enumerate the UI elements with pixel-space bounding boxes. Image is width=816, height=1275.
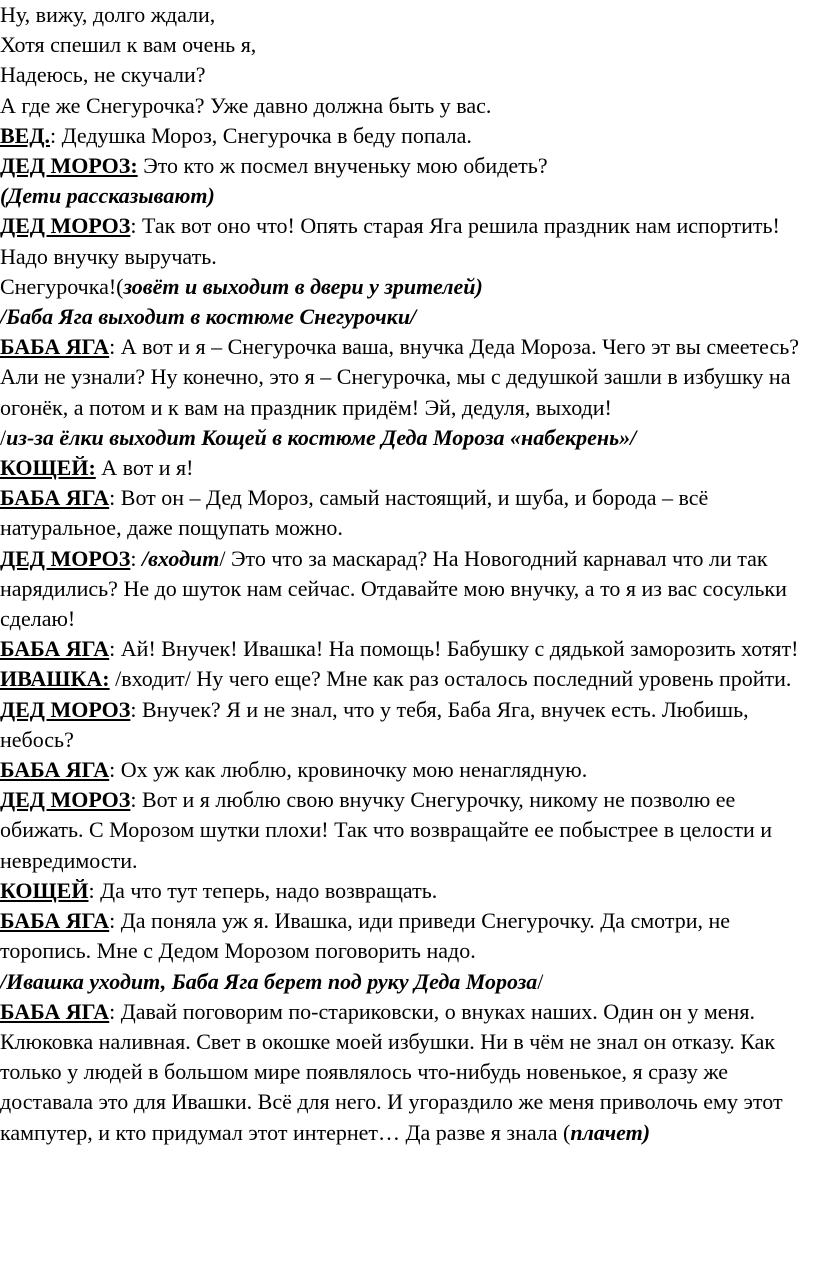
speaker-name: ДЕД МОРОЗ <box>0 545 131 571</box>
stage-direction-text: плачет) <box>570 1119 651 1145</box>
speech-text: : Внучек? Я и не знал, что у тебя, Баба Яга, внучек есть. Любишь, небось? <box>0 696 749 752</box>
speaker-name: ДЕД МОРОЗ <box>0 213 131 239</box>
speaker-name: ДЕД МОРОЗ: <box>0 153 138 179</box>
dialogue-line <box>0 272 806 302</box>
speech-text: А вот и я! <box>95 455 194 481</box>
speaker-name: КОЩЕЙ: <box>0 455 96 481</box>
dialogue-line <box>0 785 806 876</box>
speech-text: : Вот он – Дед Мороз, самый настоящий, и шуба, и борода – всё натуральное, даже пощупать можно. <box>0 485 709 541</box>
speech-text: : Да поняла уж я. Ивашка, иди приведи Снегурочку. Да смотри, не торопись. Мне с Дедом Морозом поговорить надо. <box>0 908 731 964</box>
stage-direction <box>0 967 806 997</box>
verse-line: А где же Снегурочка? Уже давно должна быть у вас. <box>0 92 492 118</box>
stage-direction <box>0 302 806 332</box>
speech-text: Снегурочка!( <box>0 273 124 299</box>
speaker-name: ВЕД. <box>0 122 50 148</box>
dialogue-line <box>0 997 806 1148</box>
stage-direction-text: (Дети рассказывают) <box>0 183 215 209</box>
speaker-name: БАБА ЯГА <box>0 757 110 783</box>
speaker-name: ИВАШКА: <box>0 666 110 692</box>
speech-text: : Давай поговорим по-стариковски, о внуках наших. Один он у меня. Клюковка наливная. Свет в окошке моей избушки. Ни в чём не знал он отказу. Как только у людей в большом мире появлялось что-нибудь новенькое, я сразу же доставала это для Ивашки. Всё для него. И угораздило же меня приволочь ему этот кампутер, и кто придумал этот интернет… Да разве я знала ( <box>0 998 783 1145</box>
stage-direction <box>0 181 806 211</box>
speech-text: /входит/ Ну чего еще? Мне как раз осталось последний уровень пройти. <box>109 666 792 692</box>
speech-text: : Ох уж как люблю, кровиночку мою ненаглядную. <box>109 757 588 783</box>
dialogue-line <box>0 151 806 181</box>
speech-text: / Это что за маскарад? На Новогодний карнавал что ли так нарядились? Не до шуток нам сейчас. Отдавайте мою внучку, а то я из вас сосульки сделаю! <box>0 545 787 632</box>
dialogue-line <box>0 453 806 483</box>
dialogue-line <box>0 332 806 423</box>
stage-direction-text: /входит <box>141 545 220 571</box>
speech-text: : Да что тут теперь, надо возвращать. <box>88 877 438 903</box>
speaker-name: БАБА ЯГА <box>0 908 110 934</box>
dialogue-line <box>0 876 806 906</box>
stage-direction-text: /Баба Яга выходит в костюме Снегурочки/ <box>0 304 417 330</box>
speech-text: / <box>0 424 7 450</box>
speech-text: Это кто ж посмел внученьку мою обидеть? <box>137 153 548 179</box>
verse-line: Ну, вижу, долго ждали, <box>0 2 216 27</box>
speaker-name: БАБА ЯГА <box>0 998 110 1024</box>
dialogue-line <box>0 906 806 966</box>
stage-direction-text: зовёт и выходит в двери у зрителей) <box>123 273 483 299</box>
stage-direction-text: из-за ёлки выходит Кощей в костюме Деда Мороза «набекрень»/ <box>6 424 637 450</box>
dialogue-line <box>0 544 806 635</box>
speech-text: : А вот и я – Снегурочка ваша, внучка Деда Мороза. Чего эт вы смеетесь? Али не узнали? Ну конечно, это я – Снегурочка, мы с дедушкой зашли в избушку на огонёк, а потом и к вам на праздник придём! Эй, дедуля, выходи! <box>0 334 800 420</box>
dialogue-line <box>0 634 806 664</box>
stage-direction <box>0 423 806 453</box>
verse-line: Хотя спешил к вам очень я, <box>0 32 257 58</box>
dialogue-line <box>0 664 806 694</box>
dialogue-line <box>0 483 806 543</box>
dialogue-line <box>0 211 806 271</box>
speech-text: : Ай! Внучек! Ивашка! На помощь! Бабушку с дядькой заморозить хотят! <box>109 636 799 662</box>
speech-text: : Дедушка Мороз, Снегурочка в беду попала. <box>49 122 472 148</box>
speech-text: : Так вот оно что! Опять старая Яга решила праздник нам испортить! Надо внучку выручать. <box>0 213 780 269</box>
speaker-name: БАБА ЯГА <box>0 334 110 360</box>
speaker-name: БАБА ЯГА <box>0 485 110 511</box>
stage-direction-text: /Ивашка уходит, Баба Яга берет под руку Деда Мороза <box>0 968 538 994</box>
speaker-name: БАБА ЯГА <box>0 636 110 662</box>
speaker-name: ДЕД МОРОЗ <box>0 787 131 813</box>
dialogue-line <box>0 755 806 785</box>
verse-line: Надеюсь, не скучали? <box>0 62 206 88</box>
speech-text: : Вот и я люблю свою внучку Снегурочку, никому не позволю ее обижать. С Морозом шутки плохи! Так что возвращайте ее побыстрее в целости и невредимости. <box>0 787 773 873</box>
dialogue-line <box>0 121 806 151</box>
speaker-name: ДЕД МОРОЗ <box>0 696 131 722</box>
speech-text: / <box>537 968 544 994</box>
dialogue-line <box>0 695 806 755</box>
speaker-name: КОЩЕЙ <box>0 877 89 903</box>
speech-text: : <box>130 545 142 571</box>
